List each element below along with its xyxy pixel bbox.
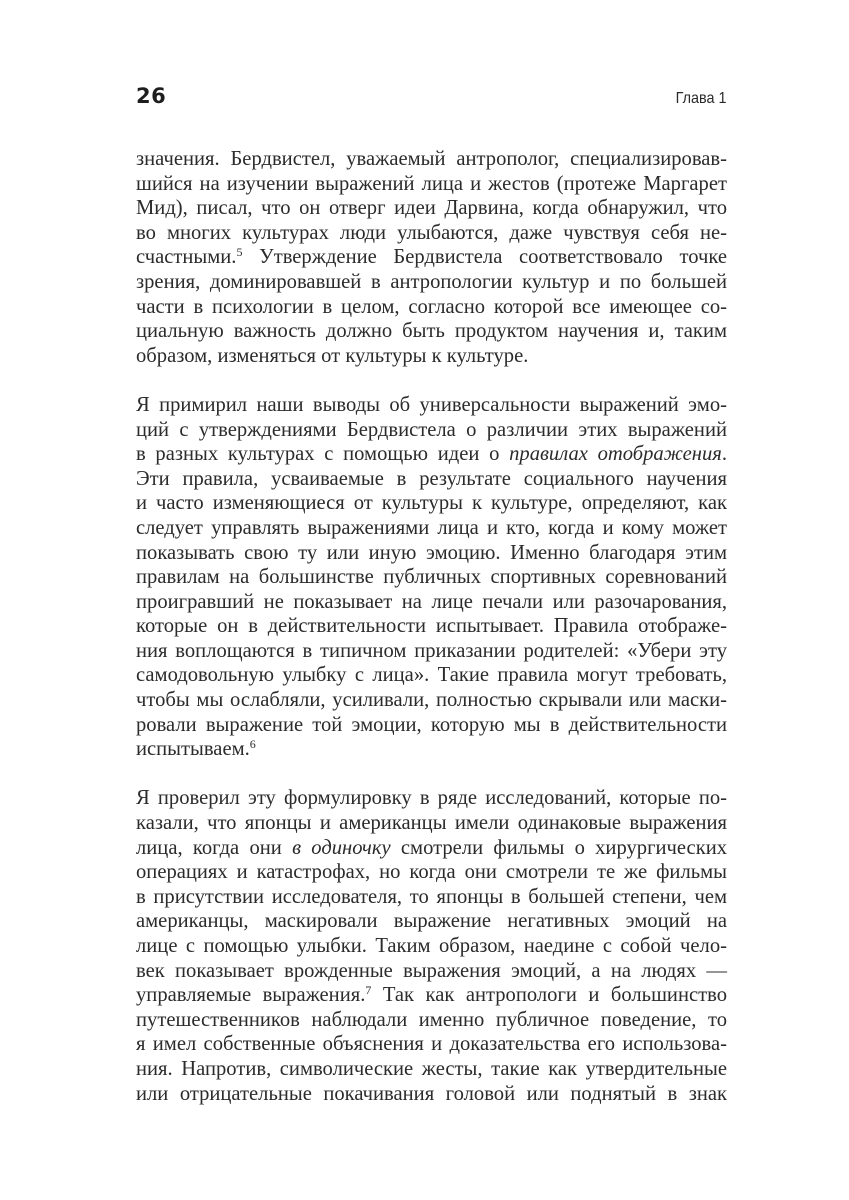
text-line [136, 147, 727, 172]
running-head-chapter: Глава 1 [676, 90, 727, 107]
paragraph [136, 393, 727, 762]
body-text [136, 147, 727, 1131]
page-header [136, 84, 727, 114]
text-run: шийся на изучении выражений лица и жестов (протеже Маргарет [136, 172, 727, 195]
text-line [136, 1082, 727, 1107]
text-run: зрения, доминировавшей в антропологии культур и по большей [136, 270, 727, 293]
text-run: управляемые выражения. [136, 984, 366, 1007]
text-run: Эти правила, усваиваемые в результате социального научения [136, 467, 727, 490]
footnote-marker: 7 [365, 983, 372, 998]
text-line [136, 614, 727, 639]
text-run: лице с помощью улыбки. Таким образом, наедине с собой чело- [136, 935, 727, 957]
text-line [136, 909, 727, 934]
text-run: ния воплощаются в типичном приказании родителей: «Убери эту [136, 639, 727, 662]
text-line [136, 393, 727, 418]
footnote-marker: 5 [236, 245, 243, 260]
text-run: Так как антропологи и большинство [371, 984, 727, 1007]
text-line [136, 516, 727, 541]
text-run: век показывает врожденные выражения эмоций, а на людях — [136, 959, 727, 982]
text-line [136, 885, 727, 910]
text-run: Я примирил наши выводы об универсальности выражений эмо- [136, 393, 727, 416]
text-run: операциях и катастрофах, но когда они смотрели те же фильмы [136, 861, 727, 884]
text-line [136, 959, 727, 984]
text-line [136, 344, 727, 369]
text-run: испытываем. [136, 738, 250, 761]
text-run: или отрицательные покачивания головой или поднятый в знак [136, 1082, 727, 1105]
text-line [136, 172, 727, 197]
text-run: части в психологии в целом, согласно которой все имеющее со- [136, 295, 727, 318]
text-line [136, 737, 727, 762]
text-run: лица, когда они [136, 836, 293, 859]
text-run: правилам на большинстве публичных спортивных соревнований [136, 566, 727, 589]
emphasis-text: в одиночку [292, 836, 391, 859]
text-run: ций с утверждениями Бердвистела о различии этих выражений [136, 418, 727, 441]
text-run: чтобы мы ослабляли, усиливали, полностью скрывали или маски- [136, 689, 727, 712]
emphasis-text: правилах отображения [509, 443, 722, 466]
text-line [136, 418, 727, 443]
text-run: Утверждение Бердвистела соответствовало точке [242, 246, 727, 269]
text-line [136, 467, 727, 492]
text-run: казали, что японцы и американцы имели одинаковые выражения [136, 812, 727, 835]
text-run: следует управлять выражениями лица и кто, когда и кому может [136, 516, 727, 539]
text-line [136, 319, 727, 344]
text-line [136, 442, 727, 467]
text-line [136, 713, 727, 738]
text-line [136, 639, 727, 664]
text-run: американцы, маскировали выражение негативных эмоций на [136, 910, 727, 933]
text-run: путешественников наблюдали именно публичное поведение, то [136, 1008, 727, 1031]
footnote-marker: 6 [249, 737, 256, 752]
text-line [136, 491, 727, 516]
text-run: смотрели фильмы о хирургических [390, 836, 728, 859]
text-run: циальную важность должно быть продуктом научения и, таким [136, 320, 727, 343]
text-line [136, 245, 727, 270]
text-run: значения. Бердвистел, уважаемый антрополог, специализировав- [136, 148, 727, 170]
text-line [136, 565, 727, 590]
text-line [136, 295, 727, 320]
text-run: образом, изменяться от культуры к культуре. [136, 344, 529, 367]
text-line [136, 541, 727, 566]
text-line [136, 663, 727, 688]
paragraph [136, 786, 727, 1106]
text-run: во многих культурах люди улыбаются, даже чувствуя себя не- [136, 221, 727, 244]
text-line [136, 221, 727, 246]
text-run: Я проверил эту формулировку в ряде исследований, которые по- [136, 787, 727, 810]
text-line [136, 934, 727, 959]
text-run: Мид), писал, что он отверг идеи Дарвина, когда обнаружил, что [136, 197, 727, 220]
text-line [136, 786, 727, 811]
text-line [136, 836, 727, 861]
text-run: в разных культурах с помощью идеи о [136, 443, 510, 466]
text-line [136, 1008, 727, 1033]
paragraph [136, 147, 727, 368]
text-run: счастными. [136, 246, 237, 269]
text-run: ния. Напротив, символические жесты, такие как утвердительные [136, 1057, 727, 1080]
text-line [136, 270, 727, 295]
text-run: проигравший не показывает на лице печали или разочарования, [136, 590, 727, 613]
text-run: которые он в действительности испытывает. Правила отображе- [136, 615, 727, 638]
text-run: в присутствии исследователя, то японцы в большей степени, чем [136, 885, 727, 908]
text-run: и часто изменяющиеся от культуры к культуре, определяют, как [136, 492, 727, 515]
text-run: я имел собственные объяснения и доказательства его использова- [136, 1033, 727, 1056]
text-line [136, 1057, 727, 1082]
text-line [136, 983, 727, 1008]
text-line [136, 590, 727, 615]
text-line [136, 688, 727, 713]
page-number: 26 [136, 84, 167, 108]
text-line [136, 860, 727, 885]
text-line [136, 811, 727, 836]
text-run: ровали выражение той эмоции, которую мы в действительности [136, 713, 727, 736]
text-run: самодовольную улыбку с лица». Такие правила могут требовать, [136, 664, 727, 687]
text-run: . [721, 443, 728, 466]
text-line [136, 1032, 727, 1057]
text-line [136, 196, 727, 221]
text-run: показывать свою ту или иную эмоцию. Именно благодаря этим [136, 541, 727, 564]
